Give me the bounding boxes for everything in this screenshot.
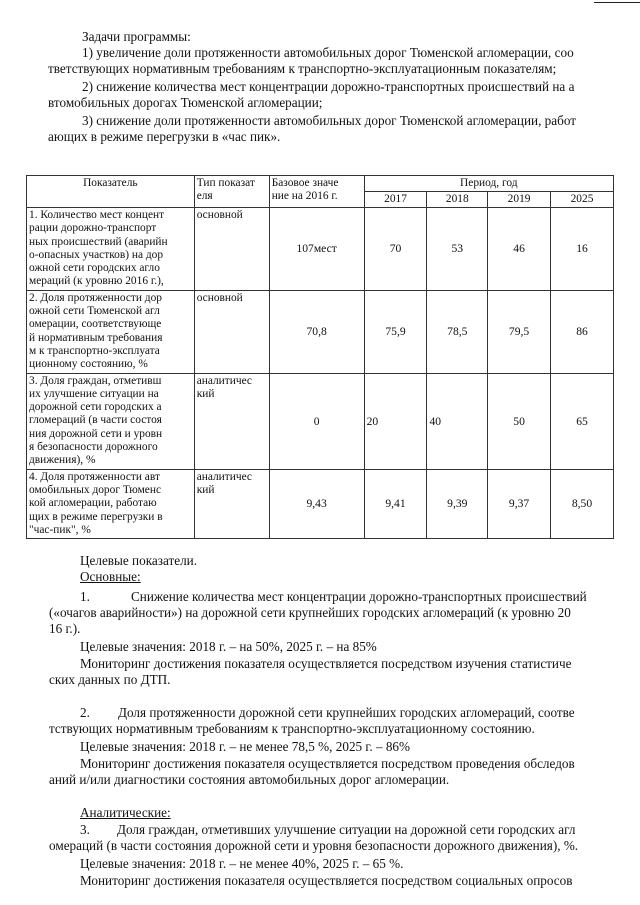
row-2-2018: 78,5 bbox=[427, 290, 488, 373]
row-4-2017: 9,41 bbox=[364, 469, 427, 538]
tasks-title: Задачи программы: bbox=[82, 29, 191, 44]
task-3-line-2: ающих в режиме перегрузки в «час пик». bbox=[48, 129, 281, 144]
target-3-line-2: омераций (в части состояния дорожной сети и уровня безопасности дорожного движения), %. bbox=[49, 838, 579, 853]
target-1-monitor-line-2: ских данных по ДТП. bbox=[49, 672, 171, 687]
header-type-line-1: Тип показат bbox=[196, 177, 255, 189]
table-row bbox=[27, 208, 614, 291]
target-2-number: 2. bbox=[80, 705, 90, 720]
target-1-line-3: 16 г.). bbox=[49, 621, 81, 636]
header-type-line-2: еля bbox=[196, 190, 213, 202]
row-1-indicator-line: мераций (к уровню 2016 г.), bbox=[29, 275, 164, 288]
row-1-2018: 53 bbox=[427, 208, 488, 291]
row-2-indicator bbox=[27, 290, 195, 373]
row-3-indicator-line: ния дорожной сети и уровн bbox=[29, 427, 163, 440]
row-1-indicator bbox=[27, 208, 195, 291]
header-base bbox=[269, 176, 364, 208]
target-3-number: 3. bbox=[80, 822, 90, 837]
row-3-indicator-line: я безопасности дорожного bbox=[29, 441, 158, 454]
row-3-indicator-line: гломераций (в части состоя bbox=[29, 414, 162, 427]
analytic-targets-title: Аналитические: bbox=[80, 805, 171, 820]
row-3-indicator-line: 3. Доля граждан, отметивш bbox=[29, 374, 162, 387]
row-2-2017: 75,9 bbox=[364, 290, 427, 373]
row-2-indicator-line: омерации, соответствующе bbox=[29, 318, 162, 331]
header-year-2017: 2017 bbox=[364, 192, 427, 208]
row-1-base: 107мест bbox=[269, 208, 364, 291]
target-1-monitor-line-1: Мониторинг достижения показателя осуществляется посредством изучения статистиче bbox=[80, 656, 572, 671]
row-3-2018: 40 bbox=[427, 373, 488, 469]
row-2-indicator-line: ожной сети Тюменской агл bbox=[29, 305, 160, 318]
table-header-row bbox=[27, 176, 614, 192]
row-4-indicator-line: "час-пик", % bbox=[29, 523, 91, 536]
row-3-base: 0 bbox=[269, 373, 364, 469]
target-2-monitor-line-1: Мониторинг достижения показателя осуществляется посредством проведения обследов bbox=[80, 756, 575, 771]
target-3-values: Целевые значения: 2018 г. – не менее 40%, 2025 г. – 65 %. bbox=[80, 856, 404, 871]
row-4-base: 9,43 bbox=[269, 469, 364, 538]
row-3-type bbox=[194, 373, 269, 469]
row-3-indicator-line: дорожной сети городских а bbox=[29, 401, 162, 414]
row-4-indicator bbox=[27, 469, 195, 538]
row-3-indicator bbox=[27, 373, 195, 469]
target-2-line-1: Доля протяженности дорожной сети крупнейших городских агломераций, соотве bbox=[118, 705, 575, 720]
row-4-2025: 8,50 bbox=[551, 469, 614, 538]
row-2-2019: 79,5 bbox=[488, 290, 551, 373]
row-4-type-line: кий bbox=[196, 483, 215, 496]
row-1-indicator-line: ожной сети городских агло bbox=[29, 262, 160, 275]
header-base-line-1: Базовое значе bbox=[271, 177, 339, 189]
target-2-monitor-line-2: аний и/или диагностики состояния автомобильных дорог агломерации. bbox=[49, 772, 450, 787]
row-4-indicator-line: омобильных дорог Тюменс bbox=[29, 483, 162, 496]
row-1-2025: 16 bbox=[551, 208, 614, 291]
header-year-2019: 2019 bbox=[488, 192, 551, 208]
table-row bbox=[27, 469, 614, 538]
row-3-2017: 20 bbox=[364, 373, 427, 469]
target-1-values: Целевые значения: 2018 г. – на 50%, 2025 г. – на 85% bbox=[80, 639, 377, 654]
task-1-line-2: тветствующих нормативным требованиям к транспортно-эксплуатационным показателям; bbox=[48, 61, 557, 76]
task-2-line-2: втомобильных дорогах Тюменской агломерации; bbox=[48, 95, 323, 110]
header-period: Период, год bbox=[364, 176, 613, 192]
row-1-2017: 70 bbox=[364, 208, 427, 291]
row-4-2019: 9,37 bbox=[488, 469, 551, 538]
row-1-type-line: основной bbox=[196, 209, 243, 221]
row-2-type bbox=[194, 290, 269, 373]
row-3-2025: 65 bbox=[551, 373, 614, 469]
row-4-indicator-line: кой агломерации, работаю bbox=[29, 497, 157, 510]
row-3-indicator-line: их улучшение ситуации на bbox=[29, 387, 159, 400]
row-2-indicator-line: 2. Доля протяженности дор bbox=[29, 291, 162, 304]
target-3-monitor-line-1: Мониторинг достижения показателя осуществляется посредством социальных опросов bbox=[80, 873, 573, 888]
target-1-line-2: («очагов аварийности») на дорожной сети крупнейших городских агломераций (к уровню 20 bbox=[49, 605, 571, 620]
header-type bbox=[194, 176, 269, 208]
row-4-type-line: аналитичес bbox=[196, 470, 252, 483]
task-3-line-1: 3) снижение доли протяженности автомобильных дорог Тюменской агломерации, работ bbox=[82, 113, 577, 128]
target-2-line-2: тствующих нормативным требованиям к транспортно-эксплуатационному состоянию. bbox=[49, 721, 535, 736]
indicators-table bbox=[26, 175, 614, 539]
basic-targets-title: Основные: bbox=[80, 569, 141, 584]
targets-title: Целевые показатели. bbox=[80, 553, 198, 568]
row-3-type-line: кий bbox=[196, 387, 215, 400]
row-2-base: 70,8 bbox=[269, 290, 364, 373]
table-row bbox=[27, 290, 614, 373]
target-2-values: Целевые значения: 2018 г. – не менее 78,5 %, 2025 г. – 86% bbox=[80, 739, 411, 754]
row-1-2019: 46 bbox=[488, 208, 551, 291]
target-1-number: 1. bbox=[80, 589, 90, 604]
row-4-2018: 9,39 bbox=[427, 469, 488, 538]
row-2-indicator-line: й нормативным требования bbox=[29, 331, 163, 344]
target-1-line-1: Снижение количества мест концентрации дорожно-транспортных происшествий bbox=[131, 589, 587, 604]
page-corner-rule bbox=[594, 2, 640, 3]
row-4-indicator-line: 4. Доля протяженности авт bbox=[29, 470, 160, 483]
row-2-indicator-line: м к транспортно-эксплуата bbox=[29, 344, 160, 357]
row-1-indicator-line: о-опасных участков) на дор bbox=[29, 248, 164, 261]
table-row bbox=[27, 373, 614, 469]
header-base-line-2: ние на 2016 г. bbox=[271, 190, 338, 202]
header-indicator: Показатель bbox=[27, 176, 195, 208]
row-1-indicator-line: 1. Количество мест концент bbox=[29, 209, 165, 221]
row-3-2019: 50 bbox=[488, 373, 551, 469]
row-3-indicator-line: движения), % bbox=[29, 454, 96, 467]
row-1-type bbox=[194, 208, 269, 291]
header-year-2025: 2025 bbox=[551, 192, 614, 208]
row-4-type bbox=[194, 469, 269, 538]
row-2-2025: 86 bbox=[551, 290, 614, 373]
row-2-indicator-line: ционному состоянию, % bbox=[29, 358, 148, 371]
row-1-indicator-line: рации дорожно-транспорт bbox=[29, 222, 157, 235]
target-3-line-1: Доля граждан, отметивших улучшение ситуации на дорожной сети городских агл bbox=[117, 822, 576, 837]
row-4-indicator-line: щих в режиме перегрузки в bbox=[29, 510, 163, 523]
row-3-type-line: аналитичес bbox=[196, 374, 252, 387]
row-2-type-line: основной bbox=[196, 291, 243, 304]
task-2-line-1: 2) снижение количества мест концентрации дорожно-транспортных происшествий на а bbox=[82, 79, 575, 94]
header-year-2018: 2018 bbox=[427, 192, 488, 208]
row-1-indicator-line: ных происшествий (аварийн bbox=[29, 235, 168, 248]
task-1-line-1: 1) увеличение доли протяженности автомобильных дорог Тюменской агломерации, соо bbox=[82, 45, 574, 60]
